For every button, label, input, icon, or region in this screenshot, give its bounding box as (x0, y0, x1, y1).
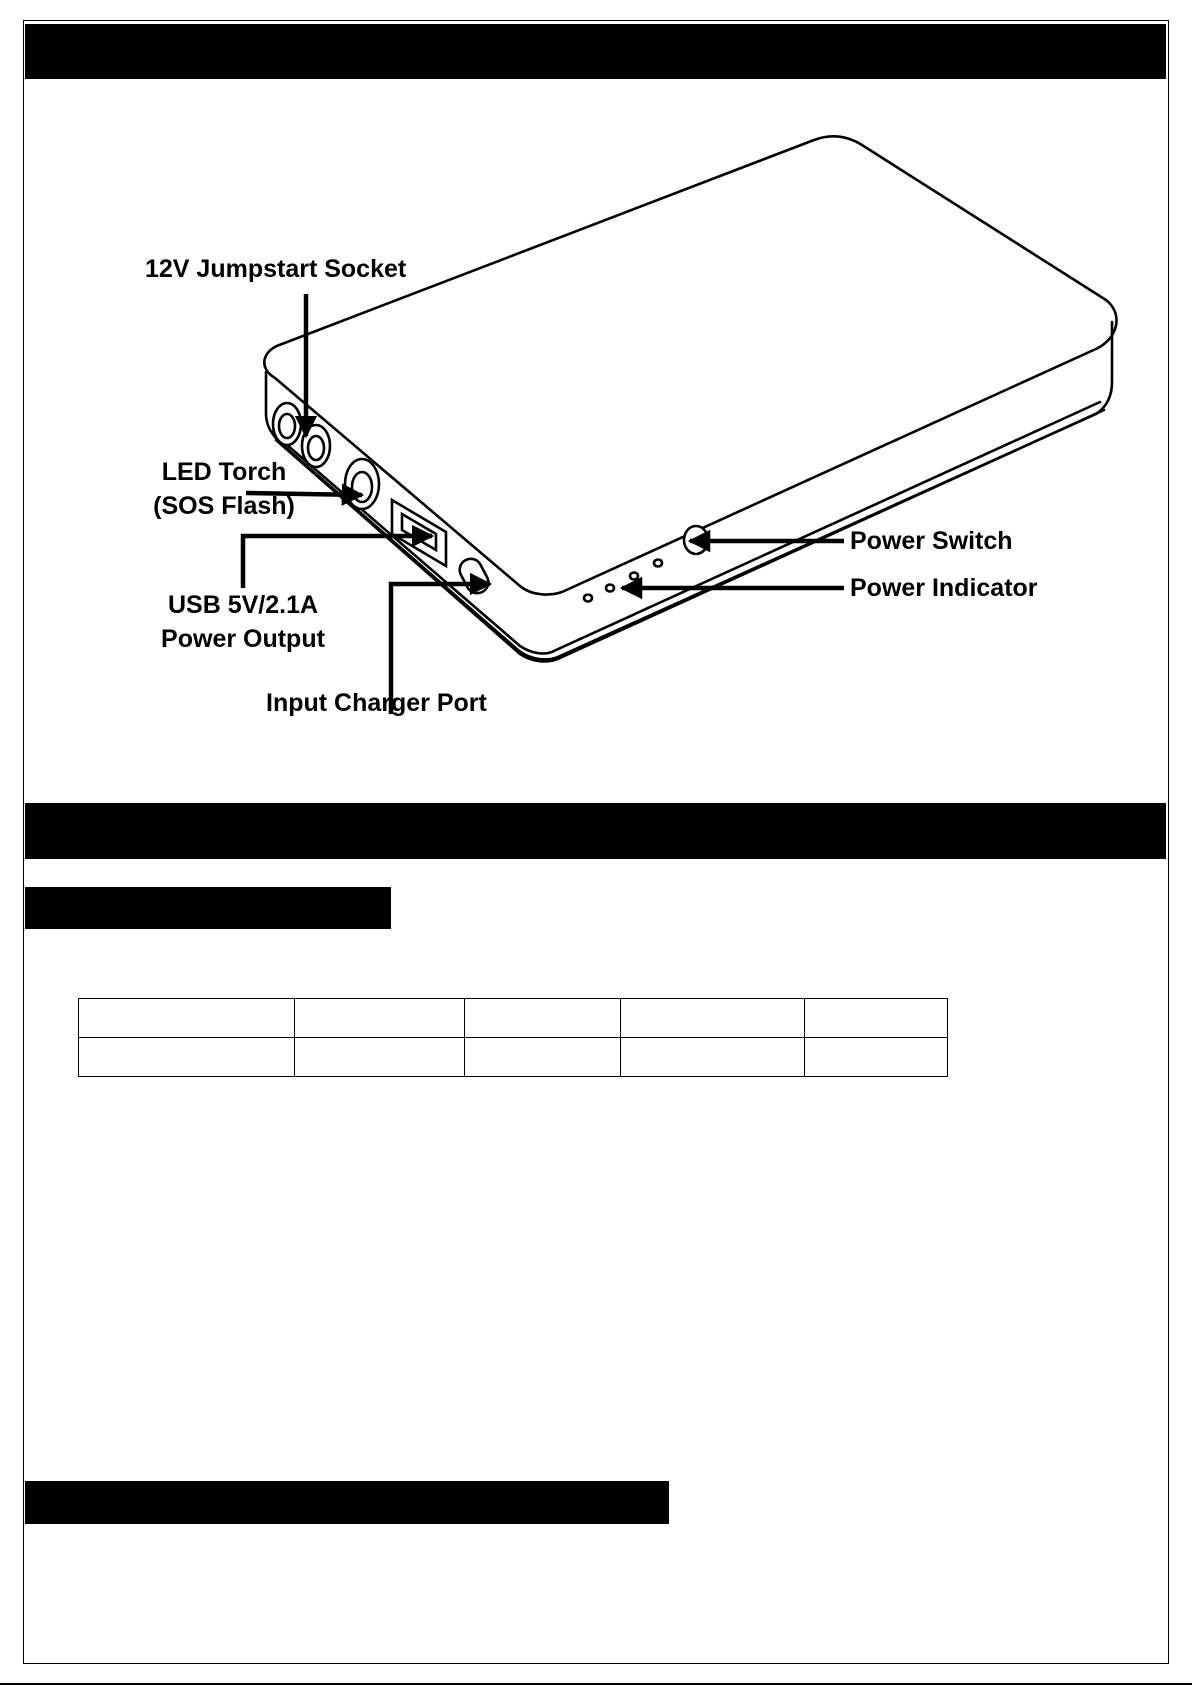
table-cell (79, 999, 295, 1038)
spec-table (78, 998, 948, 1077)
table-cell (295, 1038, 465, 1077)
table-cell (805, 1038, 948, 1077)
redacted-section-bar (25, 803, 1166, 859)
redacted-subheading-bar (25, 887, 391, 929)
table-cell (79, 1038, 295, 1077)
charger-port (456, 555, 492, 597)
table-cell (465, 999, 621, 1038)
table-cell (805, 999, 948, 1038)
label-jumpstart-socket: 12V Jumpstart Socket (145, 255, 407, 283)
label-power-switch: Power Switch (850, 527, 1013, 555)
table-row (79, 1038, 948, 1077)
label-led-torch: LED Torch (161, 458, 287, 486)
table-cell (621, 1038, 805, 1077)
label-input-charger-port: Input Charger Port (266, 689, 487, 717)
label-power-output: Power Output (161, 625, 325, 653)
table-cell (295, 999, 465, 1038)
jumpstart-socket-1 (273, 403, 301, 445)
table-cell (465, 1038, 621, 1077)
led-torch-lens (345, 459, 379, 509)
table-row (79, 999, 948, 1038)
table-cell (621, 999, 805, 1038)
label-usb-output: USB 5V/2.1A (167, 591, 319, 619)
redacted-subheading-bar-2 (25, 1481, 669, 1524)
label-sos-flash: (SOS Flash) (153, 492, 295, 520)
power-bank-diagram (0, 0, 1192, 760)
label-power-indicator: Power Indicator (850, 574, 1038, 602)
